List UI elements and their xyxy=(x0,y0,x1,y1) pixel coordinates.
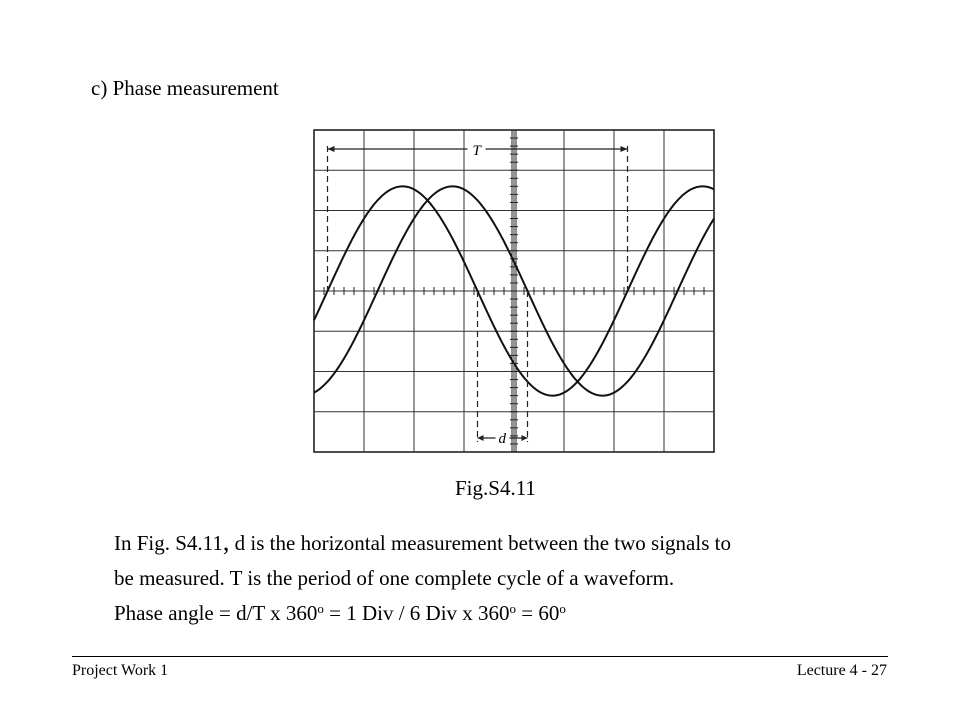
period-label: T xyxy=(472,143,481,159)
formula-part-b: = 1 Div / 6 Div x 360 xyxy=(323,601,510,625)
section-heading: c) Phase measurement xyxy=(91,76,279,100)
line1-text-a: In Fig. S4.11 xyxy=(114,531,223,555)
shift-label: d xyxy=(498,431,506,447)
line1-text-b: d is the horizontal measurement between the two signals to xyxy=(229,531,731,555)
footer-divider xyxy=(72,656,888,657)
degree-superscript: o xyxy=(509,601,517,616)
shift-arrow-head xyxy=(478,435,484,441)
footer-lecture-number: Lecture 4 - 27 xyxy=(796,662,887,679)
formula-part-c: = 60 xyxy=(516,601,560,625)
oscilloscope-figure xyxy=(308,124,720,464)
period-arrow-head xyxy=(328,146,335,152)
line1-comma: , xyxy=(222,527,230,556)
degree-superscript: o xyxy=(559,601,566,616)
degree-superscript: o xyxy=(317,601,324,616)
oscilloscope-graticule xyxy=(308,124,720,464)
formula-part-a: Phase angle = d/T x 360 xyxy=(114,601,318,625)
explanation-line-2: be measured. T is the period of one complete cycle of a waveform. xyxy=(114,566,675,590)
explanation-text xyxy=(114,524,934,631)
explanation-line-1 xyxy=(114,524,934,561)
period-arrow-head xyxy=(621,146,628,152)
phase-angle-formula xyxy=(114,596,934,631)
footer-course-title: Project Work 1 xyxy=(72,662,169,679)
figure-caption: Fig.S4.11 xyxy=(455,476,536,500)
shift-arrow-head xyxy=(522,435,528,441)
